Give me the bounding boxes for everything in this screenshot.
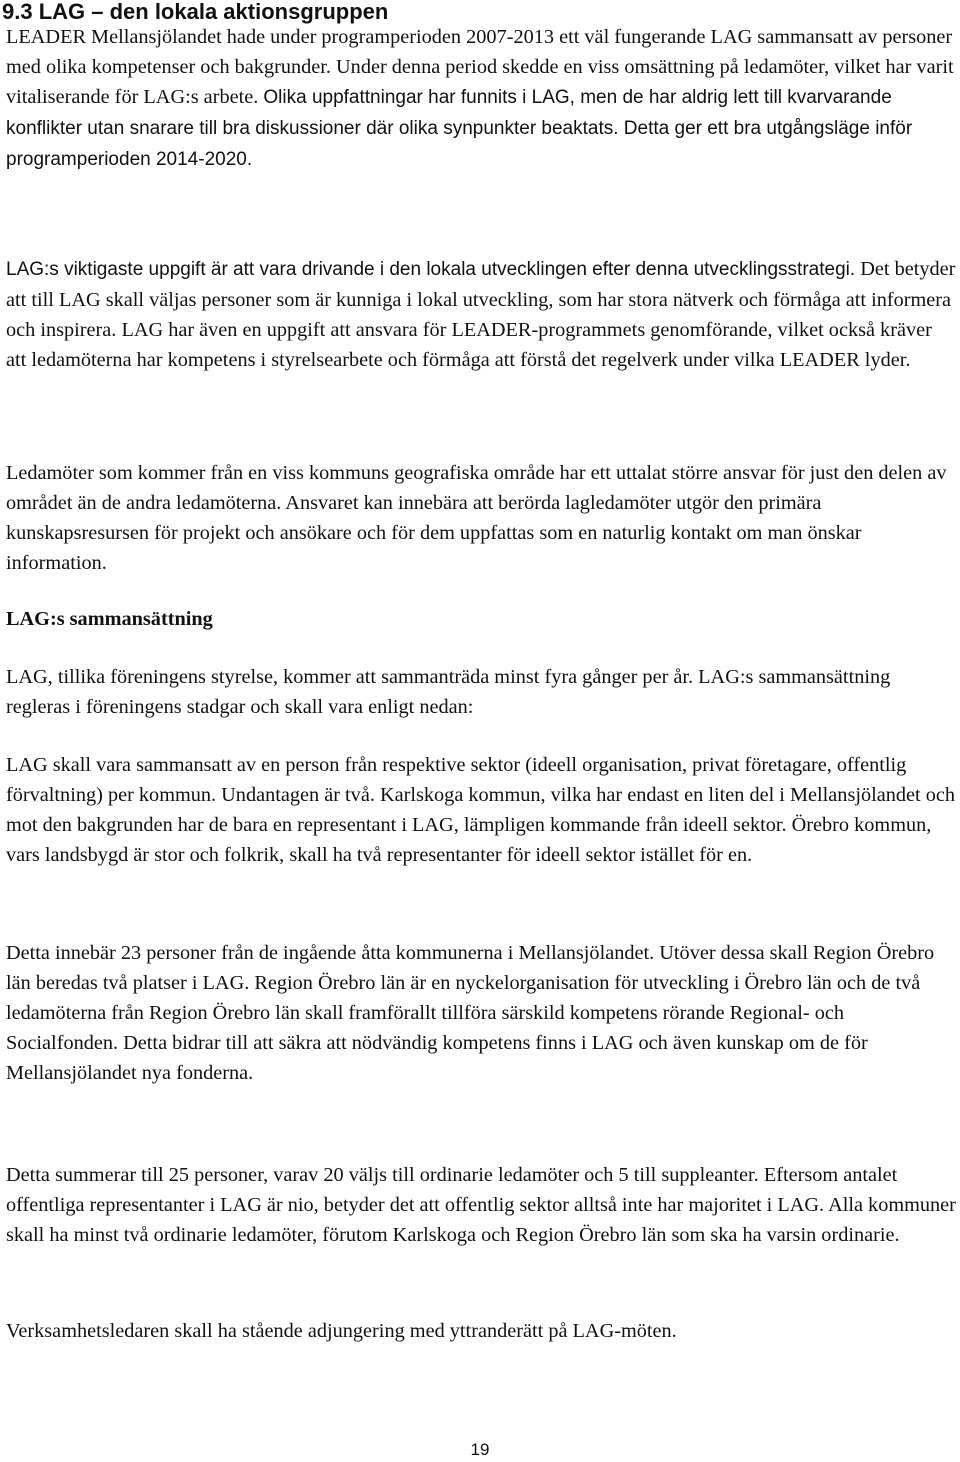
subheading-composition: LAG:s sammansättning [6,608,213,630]
section-heading: 9.3 LAG – den lokala aktionsgruppen [2,0,389,24]
paragraph-lag-history-part1: LEADER Mellansjölandet hade under programperioden 2007-2013 ett väl fungerande LAG sammansatt av personer med olika kompetenser och bakgrunder. Under denna period skedde en viss omsättning på ledamöter, vilket har varit vitaliserande för LAG:s arbete. [6,26,954,108]
paragraph-summary: Detta summerar till 25 personer, varav 20 väljs till ordinarie ledamöter och 5 till suppleanter. Eftersom antalet offentliga representanter i LAG är nio, betyder det att offentlig sektor alltså inte har majoritet i LAG. Alla kommuner skall ha minst två ordinarie ledamöter, förutom Karlskoga och Region Örebro län som ska ha varsin ordinarie. [6,1164,956,1246]
paragraph-manager: Verksamhetsledaren skall ha stående adjungering med yttranderätt på LAG-möten. [6,1320,677,1342]
paragraph-meetings: LAG, tillika föreningens styrelse, kommer att sammanträda minst fyra gånger per år. LAG:s sammansättning regleras i föreningens stadgar och skall vara enligt nedan: [6,666,891,718]
paragraph-lag-history [6,22,956,175]
paragraph-region-seats: Detta innebär 23 personer från de ingående åtta kommunerna i Mellansjölandet. Utöver dessa skall Region Örebro län beredas två platser i LAG. Region Örebro län är en nyckelorganisation för utveckling i Örebro län och de två ledamöterna från Region Örebro län skall framförallt tillföra särskild kompetens rörande Regional- och Socialfonden. Detta bidrar till att säkra att nödvändig kompetens finns i LAG och även kunskap om de för Mellansjölandet nya fonderna. [6,942,935,1084]
paragraph-members-responsibility: Ledamöter som kommer från en viss kommuns geografiska område har ett uttalat större ansvar för just den delen av området än de andra ledamöterna. Ansvaret kan innebära att berörda lagledamöter utgör den primära kunskapsresursen för projekt och ansökare och för dem uppfattas som en naturlig kontakt om man önskar information. [6,462,947,574]
paragraph-sectors: LAG skall vara sammansatt av en person från respektive sektor (ideell organisation, privat företagare, offentlig förvaltning) per kommun. Undantagen är två. Karlskoga kommun, vilka har endast en liten del i Mellansjölandet och mot den bakgrunden har de bara en representant i LAG, lämpligen kommande från ideell sektor. Örebro kommun, vars landsbygd är stor och folkrik, skall ha två representanter för ideell sektor istället för en. [6,754,956,866]
paragraph-lag-history-part2: Olika uppfattningar har funnits i LAG, men de har aldrig lett till kvarvarande konflikter utan snarare till bra diskussioner där olika synpunkter beaktats. Detta ger ett bra utgångsläge inför programperioden 2014-2020. [6,87,913,170]
page-number: 19 [470,1440,490,1459]
paragraph-lag-task-part2: Det betyder att till LAG skall väljas personer som är kunniga i lokal utveckling, som har stora nätverk och förmåga att informera och inspirera. LAG har även en uppgift att ansvara för LEADER-programmets genomförande, vilket också kräver att ledamöterna har kompetens i styrelsearbete och förmåga att förstå det regelverk under vilka LEADER lyder. [6,258,956,371]
paragraph-lag-task [6,254,956,375]
paragraph-lag-task-part1: LAG:s viktigaste uppgift är att vara drivande i den lokala utvecklingen efter denna utvecklingsstrategi. [6,259,856,280]
